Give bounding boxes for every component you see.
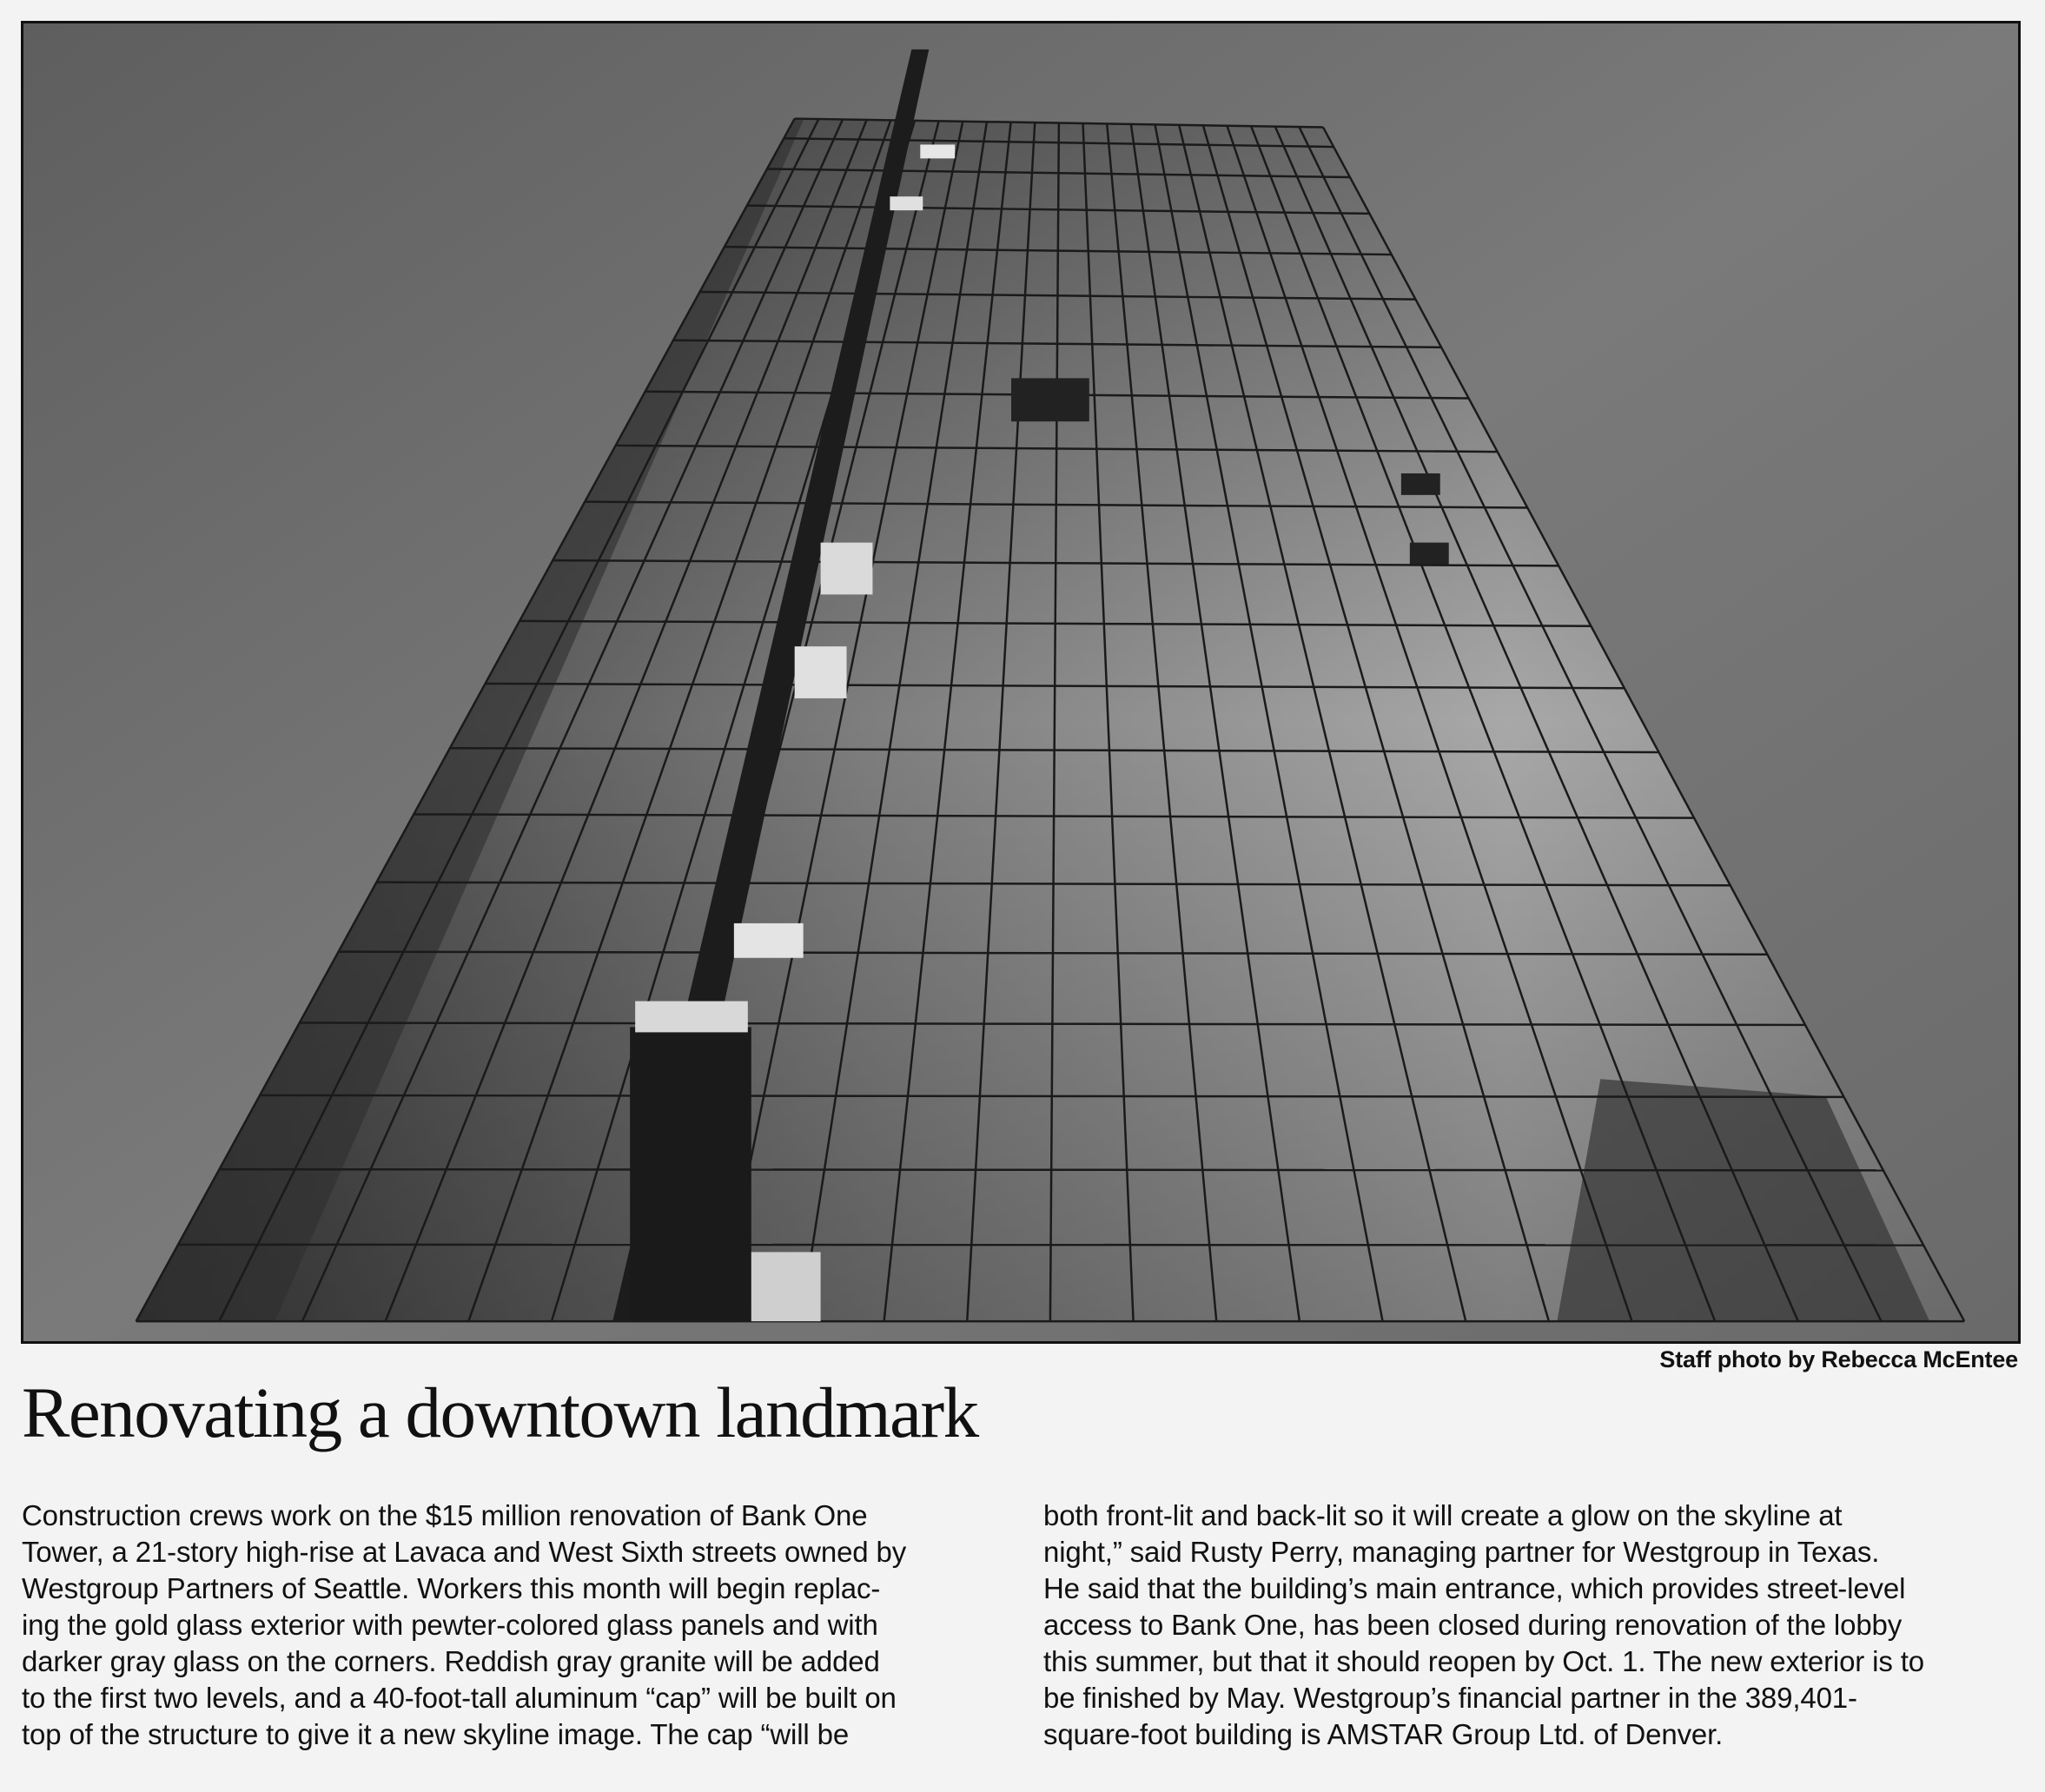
photo-credit: Staff photo by Rebecca McEntee (1659, 1346, 2018, 1372)
facade-floor-line (219, 1169, 1883, 1170)
headline: Renovating a downtown landmark (22, 1372, 978, 1452)
building-photo (21, 21, 2021, 1344)
facade-floor-line (178, 1245, 1923, 1246)
caption-column-right: both front-lit and back-lit so it will create a glow on the skyline at night,” said Rusty Perry, managing partner for Westgroup in Texas. He said that the building’s main entrance, which provides street-level access to Bank One, has been closed during renovation of the lobby this summer, but that it should reopen by Oct. 1. The new exterior is to be finished by May. Westgroup’s financial partner in the 389,401- square-foot building is AMSTAR Group Ltd. of Denver. (1043, 1499, 1924, 1750)
building-photo-illustration (23, 23, 2018, 1341)
caption-column-left: Construction crews work on the $15 million renovation of Bank One Tower, a 21-story high-rise at Lavaca and West Sixth streets owned by Westgroup Partners of Seattle. Workers this month will begin replac- ing the gold glass exterior with pewter-colored glass panels and with darker gray glass on the corners. Reddish gray granite will be added to the first two levels, and a 40-foot-tall aluminum “cap” will be built on top of the structure to give it a new skyline image. The cap “will be (22, 1499, 907, 1750)
